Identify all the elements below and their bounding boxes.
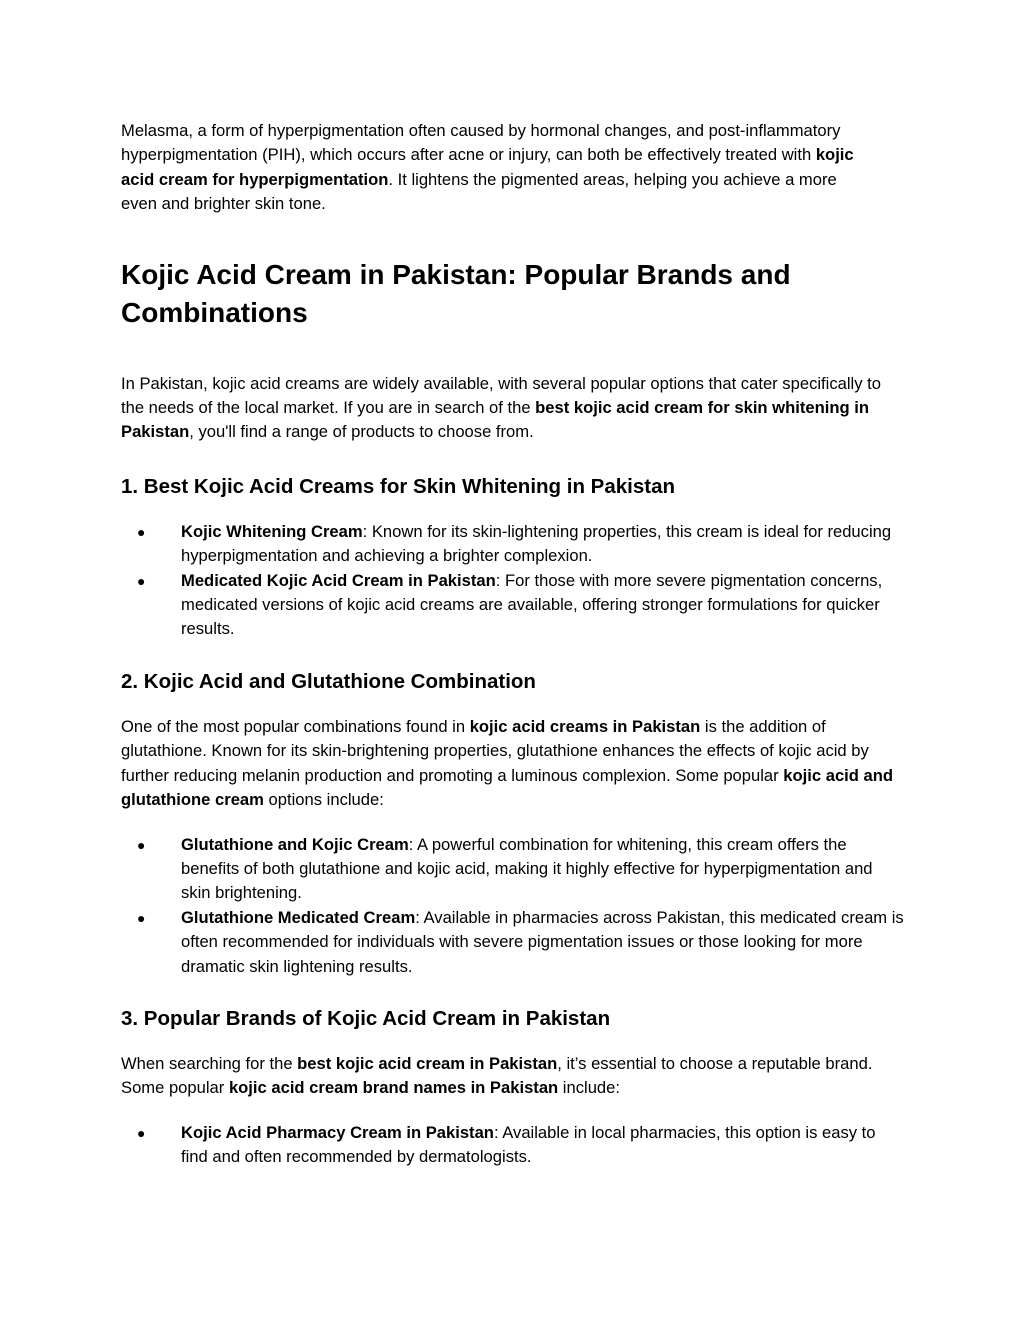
list-item-title: Kojic Acid Pharmacy Cream in Pakistan xyxy=(181,1122,494,1142)
bullet-icon: ● xyxy=(137,523,146,540)
main-heading: Kojic Acid Cream in Pakistan: Popular Brands and Combinations xyxy=(121,258,791,328)
section3-paragraph: When searching for the best kojic acid cream in Pakistan, it’s essential to choose a reputable brand. Some popular kojic acid cream brand names in Pakistan include: xyxy=(121,1053,873,1098)
section2-paragraph: One of the most popular combinations found in kojic acid creams in Pakistan is the addition of glutathione. Known for its skin-brightening properties, glutathione enhances the effects of kojic acid by further reducing melanin production and promoting a luminous complexion. Some popular kojic acid and glutathione cream options include: xyxy=(121,716,894,810)
list-item-text: : Known for its skin-lightening properties, this cream is ideal for reducing hyperpigmentation and achieving a brighter complexion. xyxy=(181,521,892,566)
list-item-title: Glutathione Medicated Cream xyxy=(181,907,416,927)
list-item xyxy=(121,569,906,642)
section2-keyword: kojic acid creams in Pakistan xyxy=(469,716,701,736)
list-item-title: Kojic Whitening Cream xyxy=(181,521,363,541)
list-item xyxy=(121,1121,906,1170)
list-item-title: Medicated Kojic Acid Cream in Pakistan xyxy=(181,570,496,590)
list-item-title: Glutathione and Kojic Cream xyxy=(181,834,409,854)
section3-keyword: best kojic acid cream in Pakistan xyxy=(297,1053,558,1073)
list-item xyxy=(121,833,906,906)
intro-keyword: kojic acid cream for hyperpigmentation xyxy=(121,145,854,189)
section3-heading: 3. Popular Brands of Kojic Acid Cream in Pakistan xyxy=(121,1006,611,1030)
list-item xyxy=(121,906,906,979)
overview-paragraph: In Pakistan, kojic acid creams are widely available, with several popular options that cater specifically to the needs of the local market. If you are in search of the best kojic acid cream for skin whitening in Pakistan, you'll find a range of products to choose from. xyxy=(121,373,881,442)
list-item-text: : Available in local pharmacies, this option is easy to find and often recommended by dermatologists. xyxy=(181,1122,876,1167)
document-page xyxy=(121,119,911,1170)
section1-heading: 1. Best Kojic Acid Creams for Skin Whitening in Pakistan xyxy=(121,474,676,498)
bullet-icon: ● xyxy=(137,1124,146,1141)
section2-heading: 2. Kojic Acid and Glutathione Combination xyxy=(121,669,536,693)
section2-list xyxy=(121,833,906,979)
bullet-icon: ● xyxy=(137,572,146,589)
intro-paragraph: Melasma, a form of hyperpigmentation often caused by hormonal changes, and post-inflammatory hyperpigmentation (PIH), which occurs after acne or injury, can both be effectively treated with kojic acid cream for hyperpigmentation. It lightens the pigmented areas, helping you achieve a more even and brighter skin tone. xyxy=(121,121,854,214)
section1-list xyxy=(121,520,906,642)
list-item-text: : Available in pharmacies across Pakistan, this medicated cream is often recommended for individuals with severe pigmentation issues or those looking for more dramatic skin lightening results. xyxy=(181,907,904,976)
section3-list xyxy=(121,1121,906,1170)
list-item xyxy=(121,520,906,569)
section2-keyword-2: kojic acid and glutathione cream xyxy=(121,765,894,810)
overview-keyword: best kojic acid cream for skin whitening in Pakistan xyxy=(121,398,869,442)
list-item-text: : For those with more severe pigmentation concerns, medicated versions of kojic acid creams are available, offering stronger formulations for quicker results. xyxy=(181,570,883,639)
section3-keyword-2: kojic acid cream brand names in Pakistan xyxy=(228,1078,559,1098)
bullet-icon: ● xyxy=(137,836,146,853)
list-item-text: : A powerful combination for whitening, this cream offers the benefits of both glutathione and kojic acid, making it highly effective for hyperpigmentation and skin brightening. xyxy=(181,834,873,903)
bullet-icon: ● xyxy=(137,909,146,926)
